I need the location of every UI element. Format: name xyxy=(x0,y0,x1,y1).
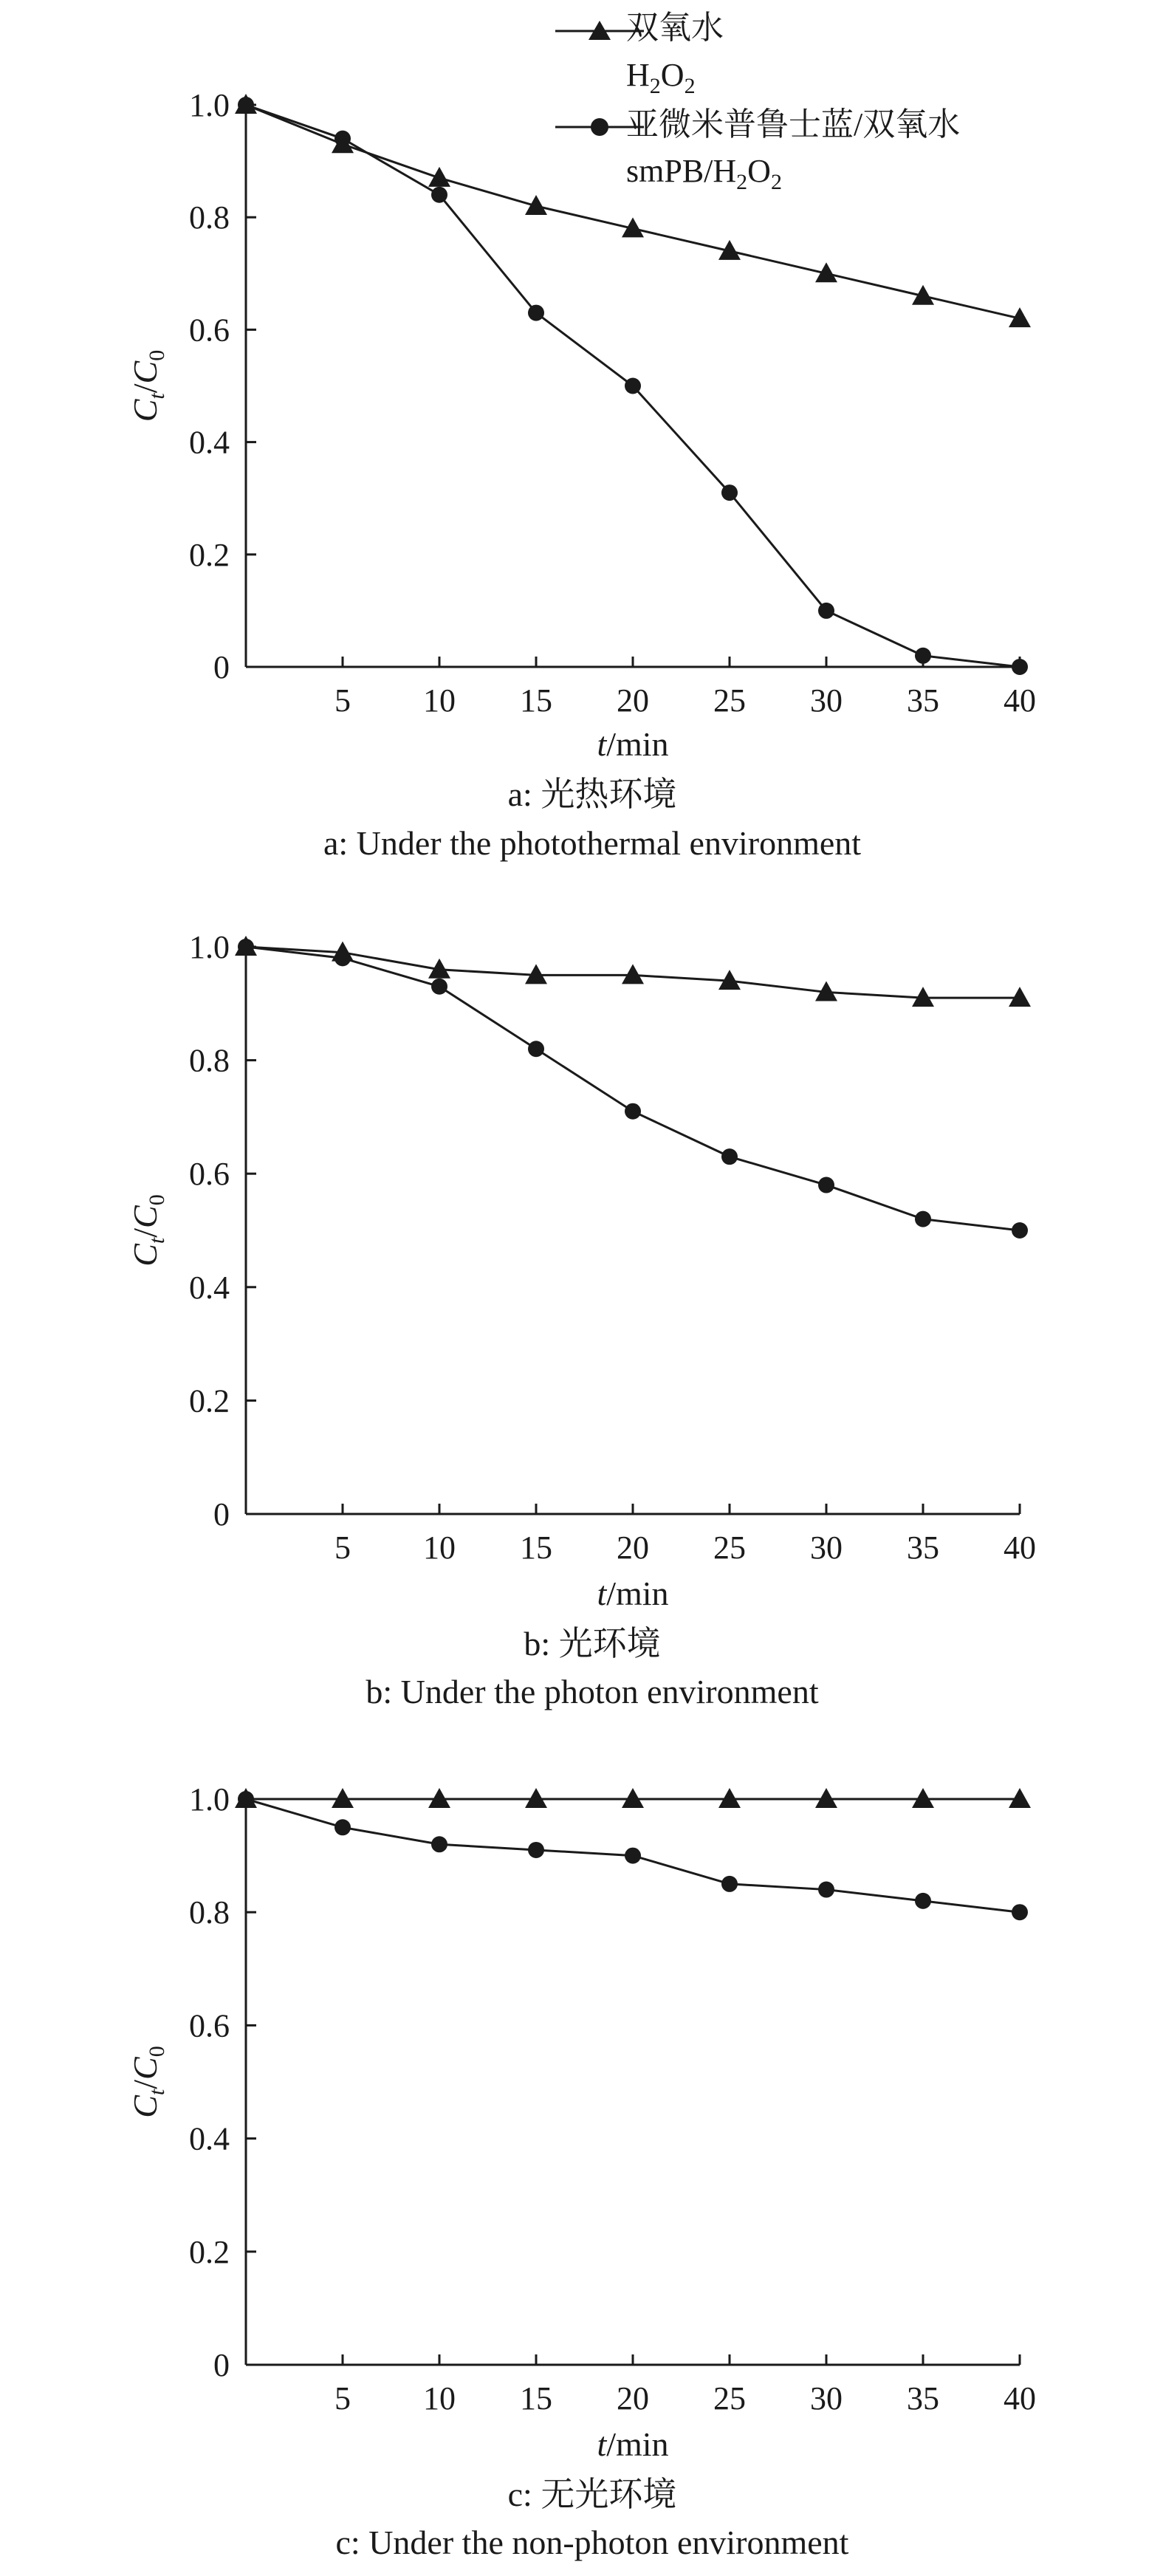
caption-en: a: Under the photothermal environment xyxy=(323,824,862,862)
circle-point xyxy=(915,1211,931,1227)
y-tick-label: 1.0 xyxy=(189,1781,230,1818)
x-tick-label: 35 xyxy=(907,1530,939,1566)
x-tick-label: 5 xyxy=(335,2380,351,2416)
circle-point xyxy=(528,305,544,321)
circle-point xyxy=(818,603,834,619)
y-tick-label: 0.8 xyxy=(189,1042,230,1079)
y-tick-label: 0.8 xyxy=(189,199,230,236)
chart-panel-c xyxy=(126,1781,1036,2561)
caption-cn: a: 光热环境 xyxy=(507,775,677,813)
legend-series1-en: $H_2O_2$ xyxy=(626,57,696,98)
y-tick-label: 0.2 xyxy=(189,536,230,573)
x-tick-label: 35 xyxy=(907,682,939,719)
caption-cn: b: 光环境 xyxy=(524,1625,661,1662)
legend-series2-cn: 亚微米普鲁士蓝/双氧水 xyxy=(626,106,961,143)
caption-en: b: Under the photon environment xyxy=(366,1673,819,1710)
circle-point xyxy=(1012,659,1028,675)
x-tick-label: 25 xyxy=(713,682,746,719)
y-tick-label: 0.6 xyxy=(189,1156,230,1193)
legend-series1-cn: 双氧水 xyxy=(626,10,724,46)
x-tick-label: 20 xyxy=(617,2380,649,2416)
circle-point xyxy=(238,97,254,113)
x-axis-label: t/min xyxy=(597,2425,669,2463)
y-tick-label: 1.0 xyxy=(189,929,230,965)
x-tick-label: 10 xyxy=(423,682,456,719)
x-tick-label: 30 xyxy=(810,2380,843,2416)
y-tick-label: 0.6 xyxy=(189,2007,230,2044)
legend-circle-marker xyxy=(591,118,608,136)
caption-cn: c: 无光环境 xyxy=(507,2476,677,2513)
y-tick-label: 0 xyxy=(213,649,230,685)
circle-point xyxy=(238,1791,254,1807)
y-tick-label: 1.0 xyxy=(189,87,230,123)
circle-point xyxy=(818,1177,834,1193)
circle-point xyxy=(1012,1904,1028,1920)
x-tick-label: 15 xyxy=(520,2380,552,2416)
circle-point xyxy=(335,1819,351,1835)
x-tick-label: 40 xyxy=(1004,1530,1036,1566)
x-axis-label: t/min xyxy=(597,1575,669,1612)
circle-point xyxy=(721,1148,738,1165)
x-tick-label: 20 xyxy=(617,1530,649,1566)
circle-point xyxy=(431,187,447,203)
circle-point xyxy=(625,1103,641,1120)
x-tick-label: 15 xyxy=(520,1530,552,1566)
circle-point xyxy=(528,1041,544,1057)
triangle-point xyxy=(428,167,450,187)
circle-point xyxy=(625,1848,641,1864)
x-tick-label: 40 xyxy=(1004,682,1036,719)
legend-series2-en: smPB/$H_2O_2$ xyxy=(626,153,782,194)
x-tick-label: 5 xyxy=(335,1530,351,1566)
y-tick-label: 0.2 xyxy=(189,1383,230,1419)
x-tick-label: 35 xyxy=(907,2380,939,2416)
series-line-circle xyxy=(246,947,1020,1230)
circle-point xyxy=(1012,1222,1028,1239)
legend xyxy=(555,10,960,194)
circle-point xyxy=(915,648,931,664)
circle-point xyxy=(335,950,351,966)
chart-panel-b xyxy=(126,929,1036,1710)
circle-point xyxy=(625,378,641,394)
y-tick-label: 0 xyxy=(213,2347,230,2383)
y-tick-label: 0.2 xyxy=(189,2233,230,2270)
y-tick-label: 0.8 xyxy=(189,1894,230,1931)
y-tick-label: 0.4 xyxy=(189,2120,230,2157)
x-tick-label: 10 xyxy=(423,2380,456,2416)
circle-point xyxy=(721,1876,738,1892)
x-tick-label: 25 xyxy=(713,2380,746,2416)
x-tick-label: 5 xyxy=(335,682,351,719)
circle-point xyxy=(431,1836,447,1852)
circle-point xyxy=(238,939,254,955)
x-tick-label: 20 xyxy=(617,682,649,719)
y-axis-label: $C_t/C_0$ xyxy=(126,1194,169,1267)
circle-point xyxy=(528,1842,544,1858)
x-tick-label: 15 xyxy=(520,682,552,719)
y-axis-label: $C_t/C_0$ xyxy=(126,2046,169,2118)
y-tick-label: 0.4 xyxy=(189,1269,230,1306)
circle-point xyxy=(915,1893,931,1909)
x-tick-label: 10 xyxy=(423,1530,456,1566)
circle-point xyxy=(818,1882,834,1898)
circle-point xyxy=(431,979,447,995)
x-axis-label: t/min xyxy=(597,725,669,763)
caption-en: c: Under the non-photon environment xyxy=(335,2524,849,2561)
y-tick-label: 0.6 xyxy=(189,312,230,349)
circle-point xyxy=(335,131,351,147)
x-tick-label: 30 xyxy=(810,682,843,719)
x-tick-label: 25 xyxy=(713,1530,746,1566)
y-tick-label: 0 xyxy=(213,1496,230,1532)
x-tick-label: 30 xyxy=(810,1530,843,1566)
x-tick-label: 40 xyxy=(1004,2380,1036,2416)
y-tick-label: 0.4 xyxy=(189,424,230,461)
chart-panel-a xyxy=(126,87,1036,862)
circle-point xyxy=(721,484,738,501)
y-axis-label: $C_t/C_0$ xyxy=(126,349,169,422)
